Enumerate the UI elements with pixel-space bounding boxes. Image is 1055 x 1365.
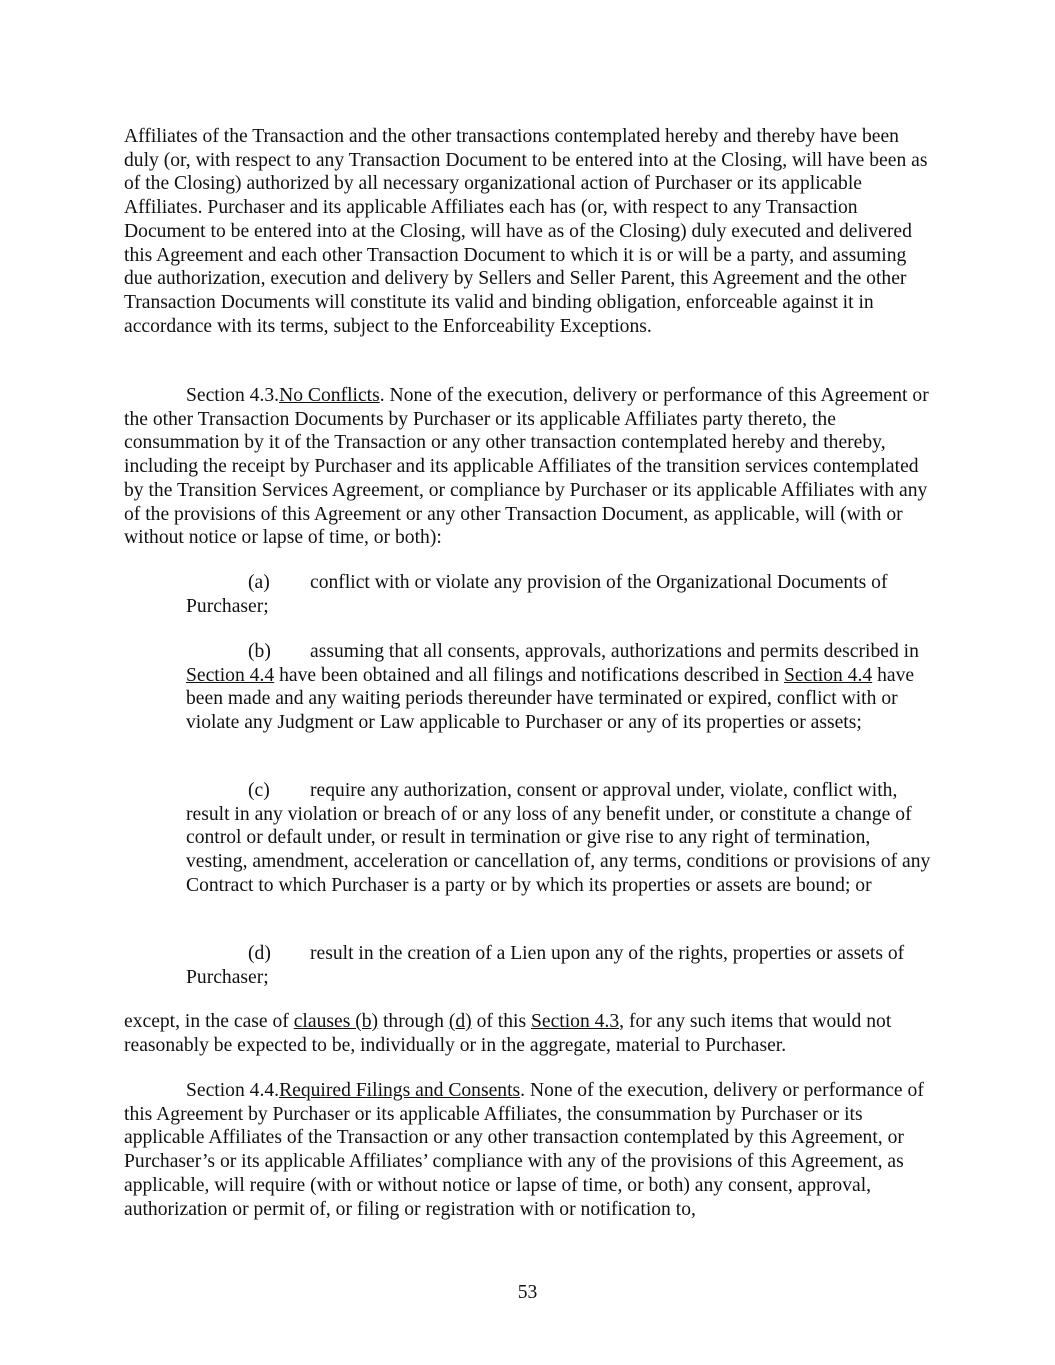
- section-number: Section 4.4.: [186, 1080, 280, 1101]
- clause-label: (d): [248, 943, 271, 964]
- cross-reference-link[interactable]: Section 4.4: [186, 664, 275, 686]
- clause-a: [186, 571, 934, 618]
- clause-d: [186, 942, 934, 989]
- cross-reference-link[interactable]: Section 4.4: [784, 664, 873, 686]
- clause-b: [186, 640, 934, 735]
- section-title: No Conflicts: [279, 385, 380, 406]
- section-number: Section 4.3.: [186, 385, 280, 406]
- clause-label: (a): [248, 572, 270, 593]
- paragraph-text: through: [378, 1011, 449, 1032]
- paragraph-authorization: [124, 125, 934, 338]
- exception-paragraph: [124, 1010, 934, 1057]
- paragraph-text: except, in the case of: [124, 1011, 294, 1032]
- clause-text: have been obtained and all filings and notifications described in: [274, 664, 785, 686]
- paragraph-text: of this: [471, 1011, 531, 1032]
- clause-text: require any authorization, consent or approval under, violate, conflict with, result in any violation or breach of or any loss of any benefit under, or constitute a change of control or default under, or result in termination or give rise to any right of termination, vesting, amendment, acceleration or cancellation of, any terms, conditions or provisions of any Contract to which Purchaser is a party or by which its properties or assets are bound; or: [186, 780, 931, 896]
- cross-reference-link[interactable]: Section 4.3: [531, 1011, 620, 1032]
- clause-label: (c): [248, 780, 270, 801]
- section-body: . None of the execution, delivery or performance of this Agreement or the other Transaction Documents by Purchaser or its applicable Affiliates party thereto, the consummation by it of the Transaction or any other transaction contemplated hereby and thereby, including the receipt by Purchaser and its applicable Affiliates of the transition services contemplated by the Transition Services Agreement, or compliance by Purchaser or its applicable Affiliates with any of the provisions of this Agreement or any other Transaction Document, as applicable, will (with or without notice or lapse of time, or both):: [124, 385, 929, 549]
- section-4-4: [124, 1079, 934, 1221]
- section-title: Required Filings and Consents: [279, 1080, 521, 1101]
- clause-text: have been made and any waiting periods thereunder have terminated or expired, conflict with or violate any Judgment or Law applicable to Purchaser or any of its properties or assets;: [186, 664, 915, 734]
- clause-label: (b): [248, 641, 271, 662]
- page-number: 53: [517, 1282, 538, 1303]
- clause-text: assuming that all consents, approvals, authorizations and permits described in: [310, 641, 919, 662]
- clause-text: conflict with or violate any provision of the Organizational Documents of Purchaser;: [186, 572, 888, 617]
- paragraph-text: , for any such items that would not reasonably be expected to be, individually or in the aggregate, material to Purchaser.: [124, 1011, 892, 1056]
- clause-text: result in the creation of a Lien upon any of the rights, properties or assets of Purchaser;: [186, 943, 905, 988]
- section-4-3: [124, 384, 934, 550]
- paragraph-text: Affiliates of the Transaction and the other transactions contemplated hereby and thereby have been duly (or, with respect to any Transaction Document to be entered into at the Closing, will have been as of the Closing) authorized by all necessary organizational action of Purchaser or its applicable Affiliates. Purchaser and its applicable Affiliates each has (or, with respect to any Transaction Document to be entered into at the Closing, will have as of the Closing) duly executed and delivered this Agreement and each other Transaction Document to which it is or will be a party, and assuming due authorization, execution and delivery by Sellers and Seller Parent, this Agreement and the other Transaction Documents will constitute its valid and binding obligation, enforceable against it in accordance with its terms, subject to the Enforceability Exceptions.: [124, 126, 928, 337]
- cross-reference-link[interactable]: (d): [448, 1011, 472, 1032]
- clause-c: [186, 779, 934, 898]
- section-body: . None of the execution, delivery or performance of this Agreement by Purchaser or its applicable Affiliates, the consummation by Purchaser or its applicable Affiliates of the Transaction or any other transaction contemplated by this Agreement, or Purchaser’s or its applicable Affiliates’ compliance with any of the provisions of this Agreement, as applicable, will require (with or without notice or lapse of time, or both) any consent, approval, authorization or permit of, or filing or registration with or notification to,: [124, 1080, 924, 1220]
- cross-reference-link[interactable]: clauses (b): [293, 1011, 379, 1032]
